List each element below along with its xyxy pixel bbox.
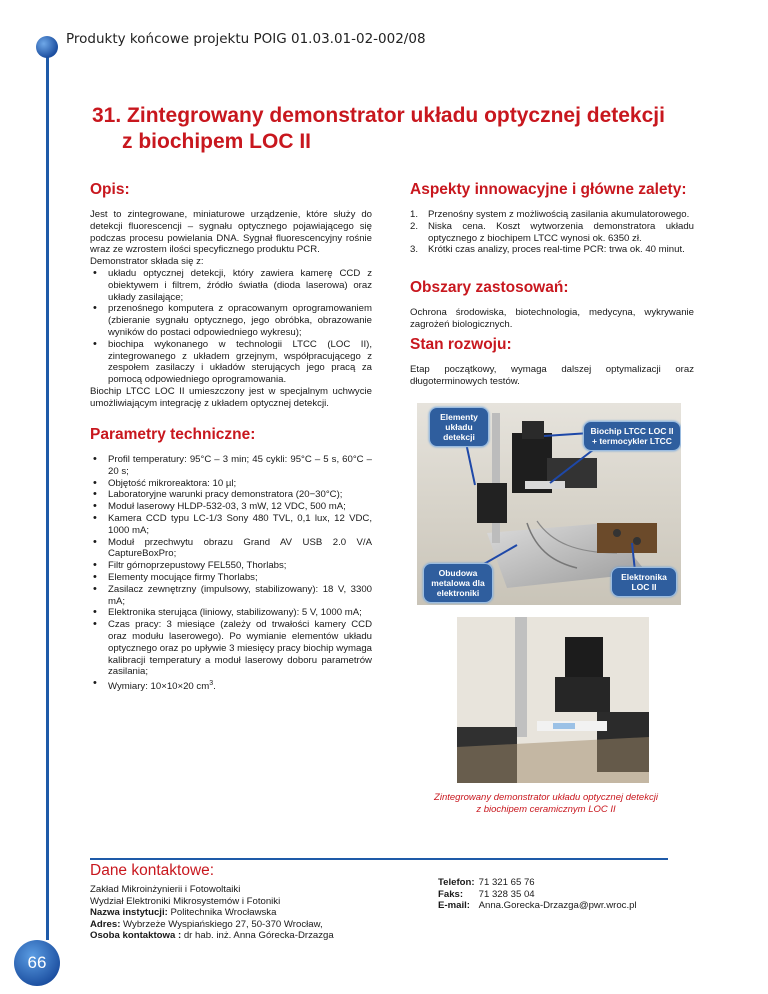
institution-label: Nazwa instytucji: [90,907,168,919]
aspekty-number: 3. [410,244,419,256]
left-margin-line [46,40,49,940]
page-number: 66 [14,940,60,986]
dimensions-suffix: . [213,681,216,693]
caption-line-1: Zintegrowany demonstrator układu optycznej detekcji [434,792,658,803]
param-item: • Moduł laserowy HLDP-532-03, 3 mW, 12 VDC, 500 mA; [90,501,372,513]
label-biochip: Biochip LTCC LOC II + termocykler LTCC [583,421,681,451]
contact-institution [90,907,334,919]
person-label: Osoba kontaktowa : [90,930,182,942]
param-item: • Elementy mocujące firmy Thorlabs; [90,572,372,584]
stan-section [410,336,694,388]
figure-caption [412,792,680,815]
contact-divider [90,858,668,860]
param-item: • Objętość mikroreaktora: 10 µl; [90,478,372,490]
aspekty-number: 2. [410,220,419,232]
contact-phone-block [438,877,637,912]
opis-outro: Biochip LTCC LOC II umieszczony jest w specjalnym uchwycie umożliwiającym integrację z układem optycznej detekcji. [90,385,372,409]
param-item: • Zasilacz zewnętrzny (impulsowy, stabilizowany): 18 V, 3300 mA; [90,584,372,608]
device-photo-annotated [417,403,681,605]
opis-item: • przenośnego komputera z opracowanym oprogramowaniem (zbieranie sygnału optycznego, jego obróbka, obrazowanie wyników do postaci odpowiedniego wykresu); [90,303,372,338]
opis-intro: Jest to zintegrowane, miniaturowe urządzenie, które służy do detekcji fluorescencji – sygnału optycznego pojawiającego się podczas procesu powielania DNA. Sygnał fluorescencyjny rośnie wraz ze wzrostem ilości specyficznego produktu PCR. [90,209,372,256]
aspekty-heading: Aspekty innowacyjne i główne zalety: [410,181,687,198]
phone-value: 71 321 65 76 [478,877,535,888]
param-item: • Kamera CCD typu LC-1/3 Sony 480 TVL, 0,1 lux, 12 VDC, 1000 mA; [90,513,372,537]
page-header: Produkty końcowe projektu POIG 01.03.01-02-002/08 [66,31,426,47]
param-item: • Czas pracy: 3 miesiące (zależy od trwałości kamery CCD oraz modułu laserowego). Po wymianie elementów układu optycznego oraz po upływie 3 miesięcy pracy biochip wymaga kalibracji temperatury a moduł laserowy doboru parametrów zasilania; [90,619,372,678]
contact-address-block [90,884,334,942]
title-line-1: 31. Zintegrowany demonstrator układu optycznej detekcji [92,104,665,127]
contact-heading: Dane kontaktowe: [90,862,215,879]
opis-lead: Demonstrator składa się z: [90,256,204,268]
fax-value: 71 328 35 04 [478,888,535,900]
parametry-section [90,426,372,693]
address-value: Wybrzeże Wyspiańskiego 27, 50-370 Wrocław, [120,918,323,930]
aspekty-item [410,244,694,256]
opis-heading: Opis: [90,181,130,198]
contact-line-2: Wydział Elektroniki Mikrosystemów i Fotoniki [90,895,281,907]
label-elektronika: Elektronika LOC II [611,567,677,597]
aspekty-section [410,181,694,256]
opis-item: • biochipa wykonanego w technologii LTCC (LOC II), zintegrowanego z układem grzejnym, współpracującego z zespołem zasilaczy i układów sterujących jego pracą za pomocą odpowiedniego oprogramowania. [90,339,372,386]
caption-line-2: z biochipem ceramicznym LOC II [476,803,616,815]
aspekty-text: Krótki czas analizy, proces real-time PCR: trwa ok. 40 minut. [428,244,685,256]
obszary-heading: Obszary zastosowań: [410,279,569,296]
institution-value: Politechnika Wrocławska [167,907,277,919]
label-obudowa: Obudowa metalowa dla elektroniki [423,563,493,603]
address-label: Adres: [90,918,121,930]
person-value: dr hab. inż. Anna Górecka-Drzazga [181,930,334,942]
obszary-text: Ochrona środowiska, biotechnologia, medycyna, wykrywanie zagrożeń biologicznych. [410,307,694,330]
aspekty-item [410,221,694,245]
param-item-dimensions [90,678,372,693]
device-photo-closeup [457,617,649,783]
parametry-heading: Parametry techniczne: [90,426,256,443]
stan-heading: Stan rozwoju: [410,336,512,353]
label-elementy: Elementy układu detekcji [429,407,489,447]
contact-person [90,930,334,942]
email-label: E-mail: [438,900,470,912]
title-line-2: z biochipem LOC II [122,130,312,153]
fax-label: Faks: [438,888,464,900]
param-item: • Laboratoryjne warunki pracy demonstratora (20−30°C); [90,489,372,501]
param-item: • Profil temperatury: 95°C – 3 min; 45 cykli: 95°C – 5 s, 60°C – 20 s; [90,454,372,478]
param-item: • Elektronika sterująca (liniowy, stabilizowany): 5 V, 1000 mA; [90,607,372,619]
obszary-section [410,279,694,331]
closeup-drawing [457,617,649,783]
email-value: Anna.Gorecka-Drzazga@pwr.wroc.pl [478,900,637,912]
dimensions-text: Wymiary: 10×10×20 cm [108,681,210,693]
aspekty-text: Przenośny system z możliwością zasilania akumulatorowego. [428,209,690,220]
stan-text: Etap początkowy, wymaga dalszej optymalizacji oraz długoterminowych testów. [410,364,694,387]
param-item: • Moduł przechwytu obrazu Grand AV USB 2.0 V/A CaptureBoxPro; [90,537,372,561]
param-item: • Filtr górnoprzepustowy FEL550, Thorlabs; [90,560,372,572]
opis-section [90,181,372,410]
aspekty-text: Niska cena. Koszt wytworzenia demonstratora układu optycznego z biochipem LTCC wynosi ok. 6350 zł. [428,220,694,244]
opis-item: • układu optycznej detekcji, który zawiera kamerę CCD z obiektywem i filtrem, źródło światła (dioda laserowa) oraz układy zasilające; [90,268,372,303]
aspekty-number: 1. [410,209,419,220]
margin-line-dot [36,36,58,58]
contact-address [90,919,334,931]
contact-line-1: Zakład Mikroinżynierii i Fotowoltaiki [90,884,241,895]
dimensions-superscript: 3 [209,680,214,688]
page-title [92,103,692,155]
aspekty-item [410,209,694,221]
phone-label: Telefon: [438,877,475,888]
